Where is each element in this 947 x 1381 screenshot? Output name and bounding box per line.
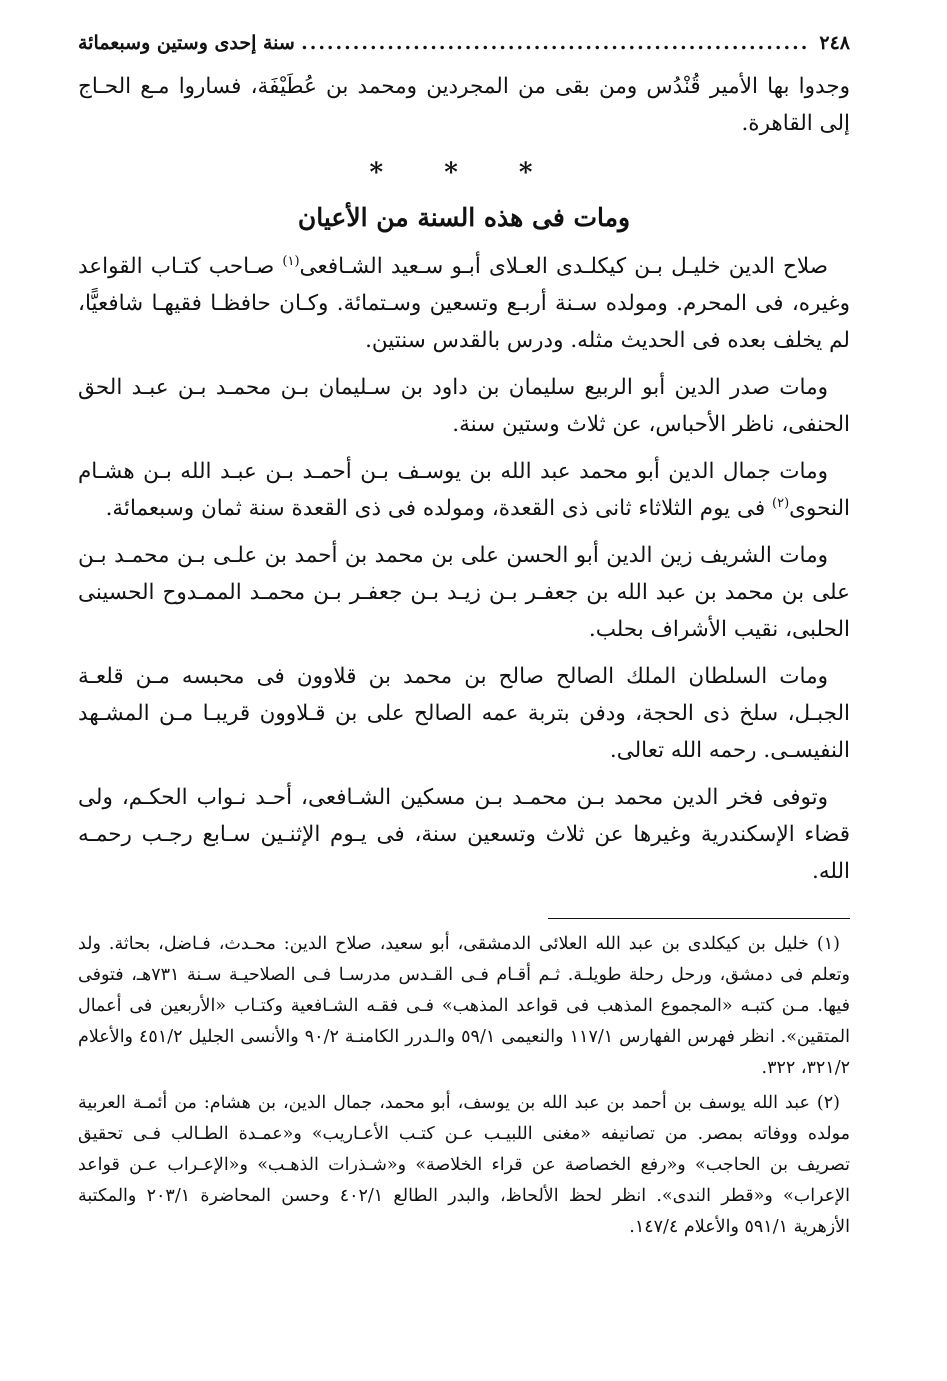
paragraph-jamal-al-din bbox=[78, 453, 850, 527]
footnote-ref-2[interactable]: (٢) bbox=[772, 495, 790, 511]
intro-paragraph: وجدوا بها الأمير قُنْدُس ومن بقى من المجردين ومحمد بن عُطَيْفَة، فساروا مـع الحـاج إلى القاهرة. bbox=[78, 74, 850, 136]
paragraph-text: فى يوم الثلاثاء ثانى ذى القعدة، ومولده فى ذى القعدة سنة ثمان وسبعمائة. bbox=[105, 496, 773, 521]
asterism-separator: * * * bbox=[369, 158, 559, 188]
running-header bbox=[78, 28, 850, 62]
leader-dots bbox=[301, 28, 810, 58]
paragraph-zayn-al-din: ومات الشريف زين الدين أبو الحسن على بن محمد بن أحمد بن علـى بـن محمـد بـن على بن محمد بن عبد الله بن جعفـر بـن زيـد بـن جعفـر بـن محمـد الممـدوح الحسينى الحلبى، نقيب الأشراف بحلب. bbox=[78, 543, 850, 642]
book-page bbox=[78, 28, 850, 1358]
section-heading: ومات فى هذه السنة من الأعيان bbox=[297, 203, 631, 232]
paragraph-text: صـاحب كتـاب القواعد وغيره، فى المحرم. ومولده سـنة أربـع وتسعين وسـتمائة. وكـان حافظـا فقيهـا شافعيًّا، لم يخلف بعده فى الحديث مثله. ودرس بالقدس سنتين. bbox=[78, 254, 850, 353]
paragraph-sultan-salih: ومات السلطان الملك الصالح صالح بن محمد بن قلاوون فى محبسه مـن قلعـة الجبـل، سلخ ذى الحجة، ودفن بتربة عمه الصالح على بن قـلاوون قريبـا مـن المشـهد النفيسـى. رحمه الله تعالى. bbox=[78, 664, 850, 763]
paragraph-salah-al-din bbox=[78, 248, 850, 359]
paragraph-text: صلاح الدين خليـل بـن كيكلـدى العـلاى أبـو سـعيد الشـافعى bbox=[299, 254, 828, 279]
running-title: سنة إحدى وستين وسبعمائة bbox=[78, 32, 295, 54]
paragraph-sadr-al-din: ومات صدر الدين أبو الربيع سليمان بن داود بن سـليمان بـن محمـد بـن عبـد الحق الحنفى، ناظر الأحباس، عن ثلاث وستين سنة. bbox=[78, 375, 850, 437]
footnote-1: (١) خليل بن كيكلدى بن عبد الله العلائى الدمشقى، أبو سعيد، صلاح الدين: محـدث، فـاضل، بحاثة. ولد وتعلم فى دمشق، ورحل رحلة طويلـة. ثـم أقـام فـى القـدس مدرسـا فـى الصلاحيـة سـنة ٧٣١هـ، فتوفى فيها. مـن كتبـه «المجموع المذهب فى قواعد المذهب» فـى فقـه الشـافعية وكتـاب «الأربعين فى أعمال المتقين». انظر فهرس الفهارس ١١٧/١ والنعيمى ٥٩/١ والـدرر الكامنـة ٩٠/٢ والأنسى الجليل ٤٥١/٢ والأعلام ٣٢١/٢، ٣٢٢. bbox=[78, 934, 850, 1078]
page-number: ٢٤٨ bbox=[819, 32, 850, 54]
footnote-2: (٢) عبد الله يوسف بن أحمد بن عبد الله بن يوسف، أبو محمد، جمال الدين، بن هشام: من أئمـة العربية مولده ووفاته بمصر. من تصانيفه «مغنى اللبيـب عـن كتـب الأعـاريب» و«عمـدة الطـالب فـى تحقيق تصريف بن الحاجب» و«رفع الخصاصة عن قراء الخلاصة» و«شـذرات الذهـب» و«الإعـراب عـن قواعد الإعراب» و«قطر الندى». انظر لحظ الألحاظ، والبدر الطالع ٤٠٢/١ وحسن المحاضرة ٢٠٣/١ والمكتبة الأزهرية ٥٩١/١ والأعلام ١٤٧/٤. bbox=[78, 1093, 851, 1237]
paragraph-fakhr-al-din: وتوفى فخر الدين محمد بـن محمـد بـن مسكين الشـافعى، أحـد نـواب الحكـم، ولى قضاء الإسكندرية وغيرها عن ثلاث وتسعين سنة، فى يـوم الإثنـين سـابع رجـب رحمـه الله. bbox=[78, 785, 850, 884]
footnote-ref-1[interactable]: (١) bbox=[282, 253, 300, 269]
footnote-divider bbox=[548, 918, 850, 919]
paragraph-text: ومات جمال الدين أبو محمد عبد الله بن يوسـف بـن أحمـد بـن عبـد الله بـن هشـام النحوى bbox=[78, 459, 850, 521]
